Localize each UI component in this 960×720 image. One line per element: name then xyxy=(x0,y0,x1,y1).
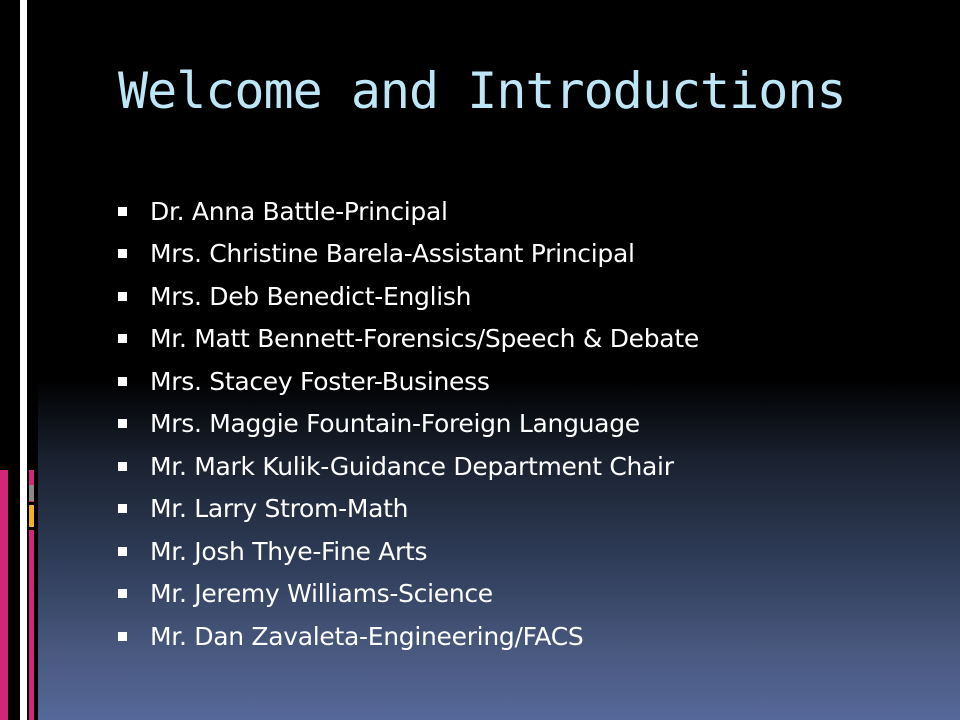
list-item xyxy=(118,445,699,488)
list-item xyxy=(118,488,699,531)
list-item-text: Mr. Dan Zavaleta-Engineering/FACS xyxy=(150,621,584,651)
list-item-text: Mrs. Christine Barela-Assistant Principal xyxy=(150,239,635,269)
decorative-stripe-yellow xyxy=(29,505,34,527)
list-item-text: Dr. Anna Battle-Principal xyxy=(150,196,448,226)
list-item-text: Mr. Jeremy Williams-Science xyxy=(150,579,493,609)
decorative-stripe xyxy=(20,0,27,720)
list-item-text: Mr. Josh Thye-Fine Arts xyxy=(150,536,428,566)
decorative-stripe-pink xyxy=(0,470,8,720)
list-item xyxy=(118,233,699,276)
square-bullet-icon xyxy=(118,334,127,343)
square-bullet-icon xyxy=(118,589,127,598)
list-item-text: Mrs. Stacey Foster-Business xyxy=(150,366,490,396)
square-bullet-icon xyxy=(118,292,127,301)
list-item-text: Mr. Mark Kulik-Guidance Department Chair xyxy=(150,451,674,481)
list-item xyxy=(118,573,699,616)
list-item xyxy=(118,275,699,318)
list-item-text: Mrs. Maggie Fountain-Foreign Language xyxy=(150,409,640,439)
decorative-stripe-gray xyxy=(29,485,34,501)
list-item xyxy=(118,530,699,573)
list-item xyxy=(118,318,699,361)
list-item-text: Mr. Matt Bennett-Forensics/Speech & Debate xyxy=(150,324,699,354)
slide-title: Welcome and Introductions xyxy=(118,62,846,120)
staff-list xyxy=(118,190,699,658)
square-bullet-icon xyxy=(118,547,127,556)
square-bullet-icon xyxy=(118,419,127,428)
list-item xyxy=(118,615,699,658)
left-decorative-band xyxy=(0,0,38,720)
list-item xyxy=(118,403,699,446)
square-bullet-icon xyxy=(118,632,127,641)
list-item-text: Mr. Larry Strom-Math xyxy=(150,494,409,524)
square-bullet-icon xyxy=(118,462,127,471)
list-item-text: Mrs. Deb Benedict-English xyxy=(150,281,472,311)
list-item xyxy=(118,190,699,233)
list-item xyxy=(118,360,699,403)
square-bullet-icon xyxy=(118,504,127,513)
square-bullet-icon xyxy=(118,249,127,258)
square-bullet-icon xyxy=(118,377,127,386)
square-bullet-icon xyxy=(118,207,127,216)
decorative-stripe-pink xyxy=(29,530,34,720)
